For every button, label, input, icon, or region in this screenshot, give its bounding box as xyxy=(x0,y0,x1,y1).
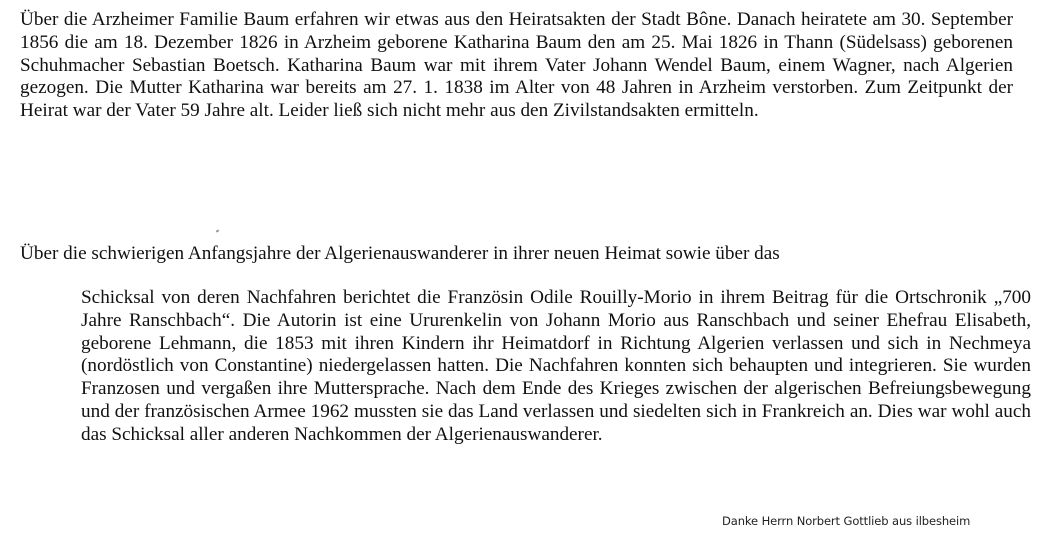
scan-speck xyxy=(216,229,220,232)
paragraph-descendants-fate: Schicksal von deren Nachfahren berichtet die Französin Odile Rouilly-Morio in ihrem Beitrag für die Ortschronik „700 Jahre Ranschbach“. Die Autorin ist eine Ururenkelin von Johann Morio aus Ranschbach und seiner Ehefrau Elisabeth, geborene Lehmann, die 1853 mit ihren Kindern ihr Heimatdorf in Richtung Algerien verlassen und sich in Nechmeya (nordöstlich von Constantine) niedergelassen hatten. Die Nachfahren konnten sich behaupten und integrieren. Sie wurden Franzosen und vergaßen ihre Muttersprache. Nach dem Ende des Krieges zwischen der algerischen Befreiungsbewegung und der französischen Armee 1962 mussten sie das Land verlassen und siedelten sich in Frankreich an. Dies war wohl auch das Schicksal aller anderen Nachkommen der Algerienauswanderer. xyxy=(81,287,1031,445)
paragraph-baum-family: Über die Arzheimer Familie Baum erfahren wir etwas aus den Heiratsakten der Stadt Bône. Danach heiratete am 30. September 1856 die am 18. Dezember 1826 in Arzheim geborene Katharina Baum den am 25. Mai 1826 in Thann (Südelsass) geborenen Schuhmacher Sebastian Boetsch. Katharina Baum war mit ihrem Vater Johann Wendel Baum, einem Wagner, nach Algerien gezogen. Die Mutter Katharina war bereits am 27. 1. 1838 im Alter von 48 Jahren in Arzheim verstorben. Zum Zeitpunkt der Heirat war der Vater 59 Jahre alt. Leider ließ sich nicht mehr aus den Zivilstandsakten ermitteln. xyxy=(20,9,1013,122)
paragraph-emigrants-intro: Über die schwierigen Anfangsjahre der Algerienauswanderer in ihrer neuen Heimat sowie über das xyxy=(20,243,780,264)
credit-note: Danke Herrn Norbert Gottlieb aus ilbesheim xyxy=(722,514,971,528)
